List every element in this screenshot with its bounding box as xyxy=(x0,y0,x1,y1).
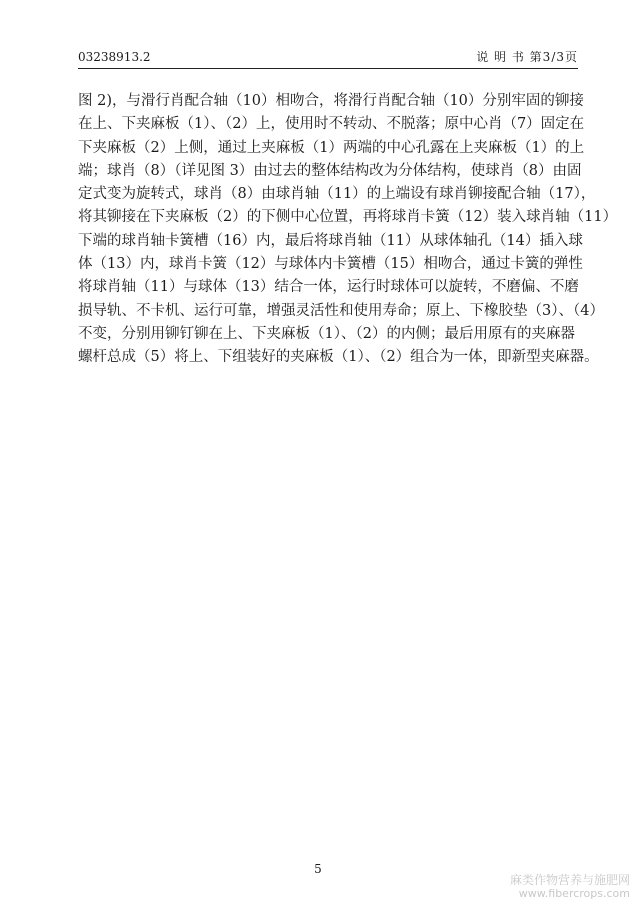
application-number: 03238913.2 xyxy=(78,50,151,64)
watermark-url: www.fibercrops.com xyxy=(518,887,630,900)
header-rule xyxy=(78,68,578,69)
text-line: 定式变为旋转式，球肖（8）由球肖轴（11）的上端设有球肖铆接配合轴（17）， xyxy=(78,186,596,203)
text-line: 螺杆总成（5）将上、下组装好的夹麻板（1）、（2）组合为一体，即新型夹麻器。 xyxy=(78,349,599,366)
text-line: 将球肖轴（11）与球体（13）结合一体，运行时球体可以旋转，不磨偏、不磨 xyxy=(78,279,579,296)
text-line: 图 2)，与滑行肖配合轴（10）相吻合，将滑行肖配合轴（10）分别牢固的铆接 xyxy=(78,93,584,109)
text-line: 不变，分别用铆钉铆在上、下夹麻板（1）、（2）的内侧；最后用原有的夹麻器 xyxy=(78,325,575,342)
page-header xyxy=(78,48,578,66)
text-line: 下夹麻板（2）上侧，通过上夹麻板（1）两端的中心孔露在上夹麻板（1）的上 xyxy=(78,139,585,156)
body-text xyxy=(78,90,618,370)
header-title: 说 明 书 第3/3页 xyxy=(476,50,578,64)
text-line: 损导轨、不卡机、运行可靠，增强灵活性和使用寿命；原上、下橡胶垫（3）、（4） xyxy=(78,302,604,319)
watermark-text: 麻类作物营养与施肥网 xyxy=(509,873,630,887)
text-line: 体（13）内，球肖卡簧（12）与球体内卡簧槽（15）相吻合，通过卡簧的弹性 xyxy=(78,256,583,273)
watermark xyxy=(510,873,630,901)
page-number: 5 xyxy=(314,862,322,876)
text-line: 在上、下夹麻板（1）、（2）上，使用时不转动、不脱落；原中心肖（7）固定在 xyxy=(78,116,585,133)
text-line: 将其铆接在下夹麻板（2）的下侧中心位置，再将球肖卡簧（12）装入球肖轴（11） xyxy=(78,209,618,226)
text-line: 下端的球肖轴卡簧槽（16）内，最后将球肖轴（11）从球体轴孔（14）插入球 xyxy=(78,232,583,249)
text-line: 端；球肖（8）（详见图 3）由过去的整体结构改为分体结构，使球肖（8）由固 xyxy=(78,162,582,179)
